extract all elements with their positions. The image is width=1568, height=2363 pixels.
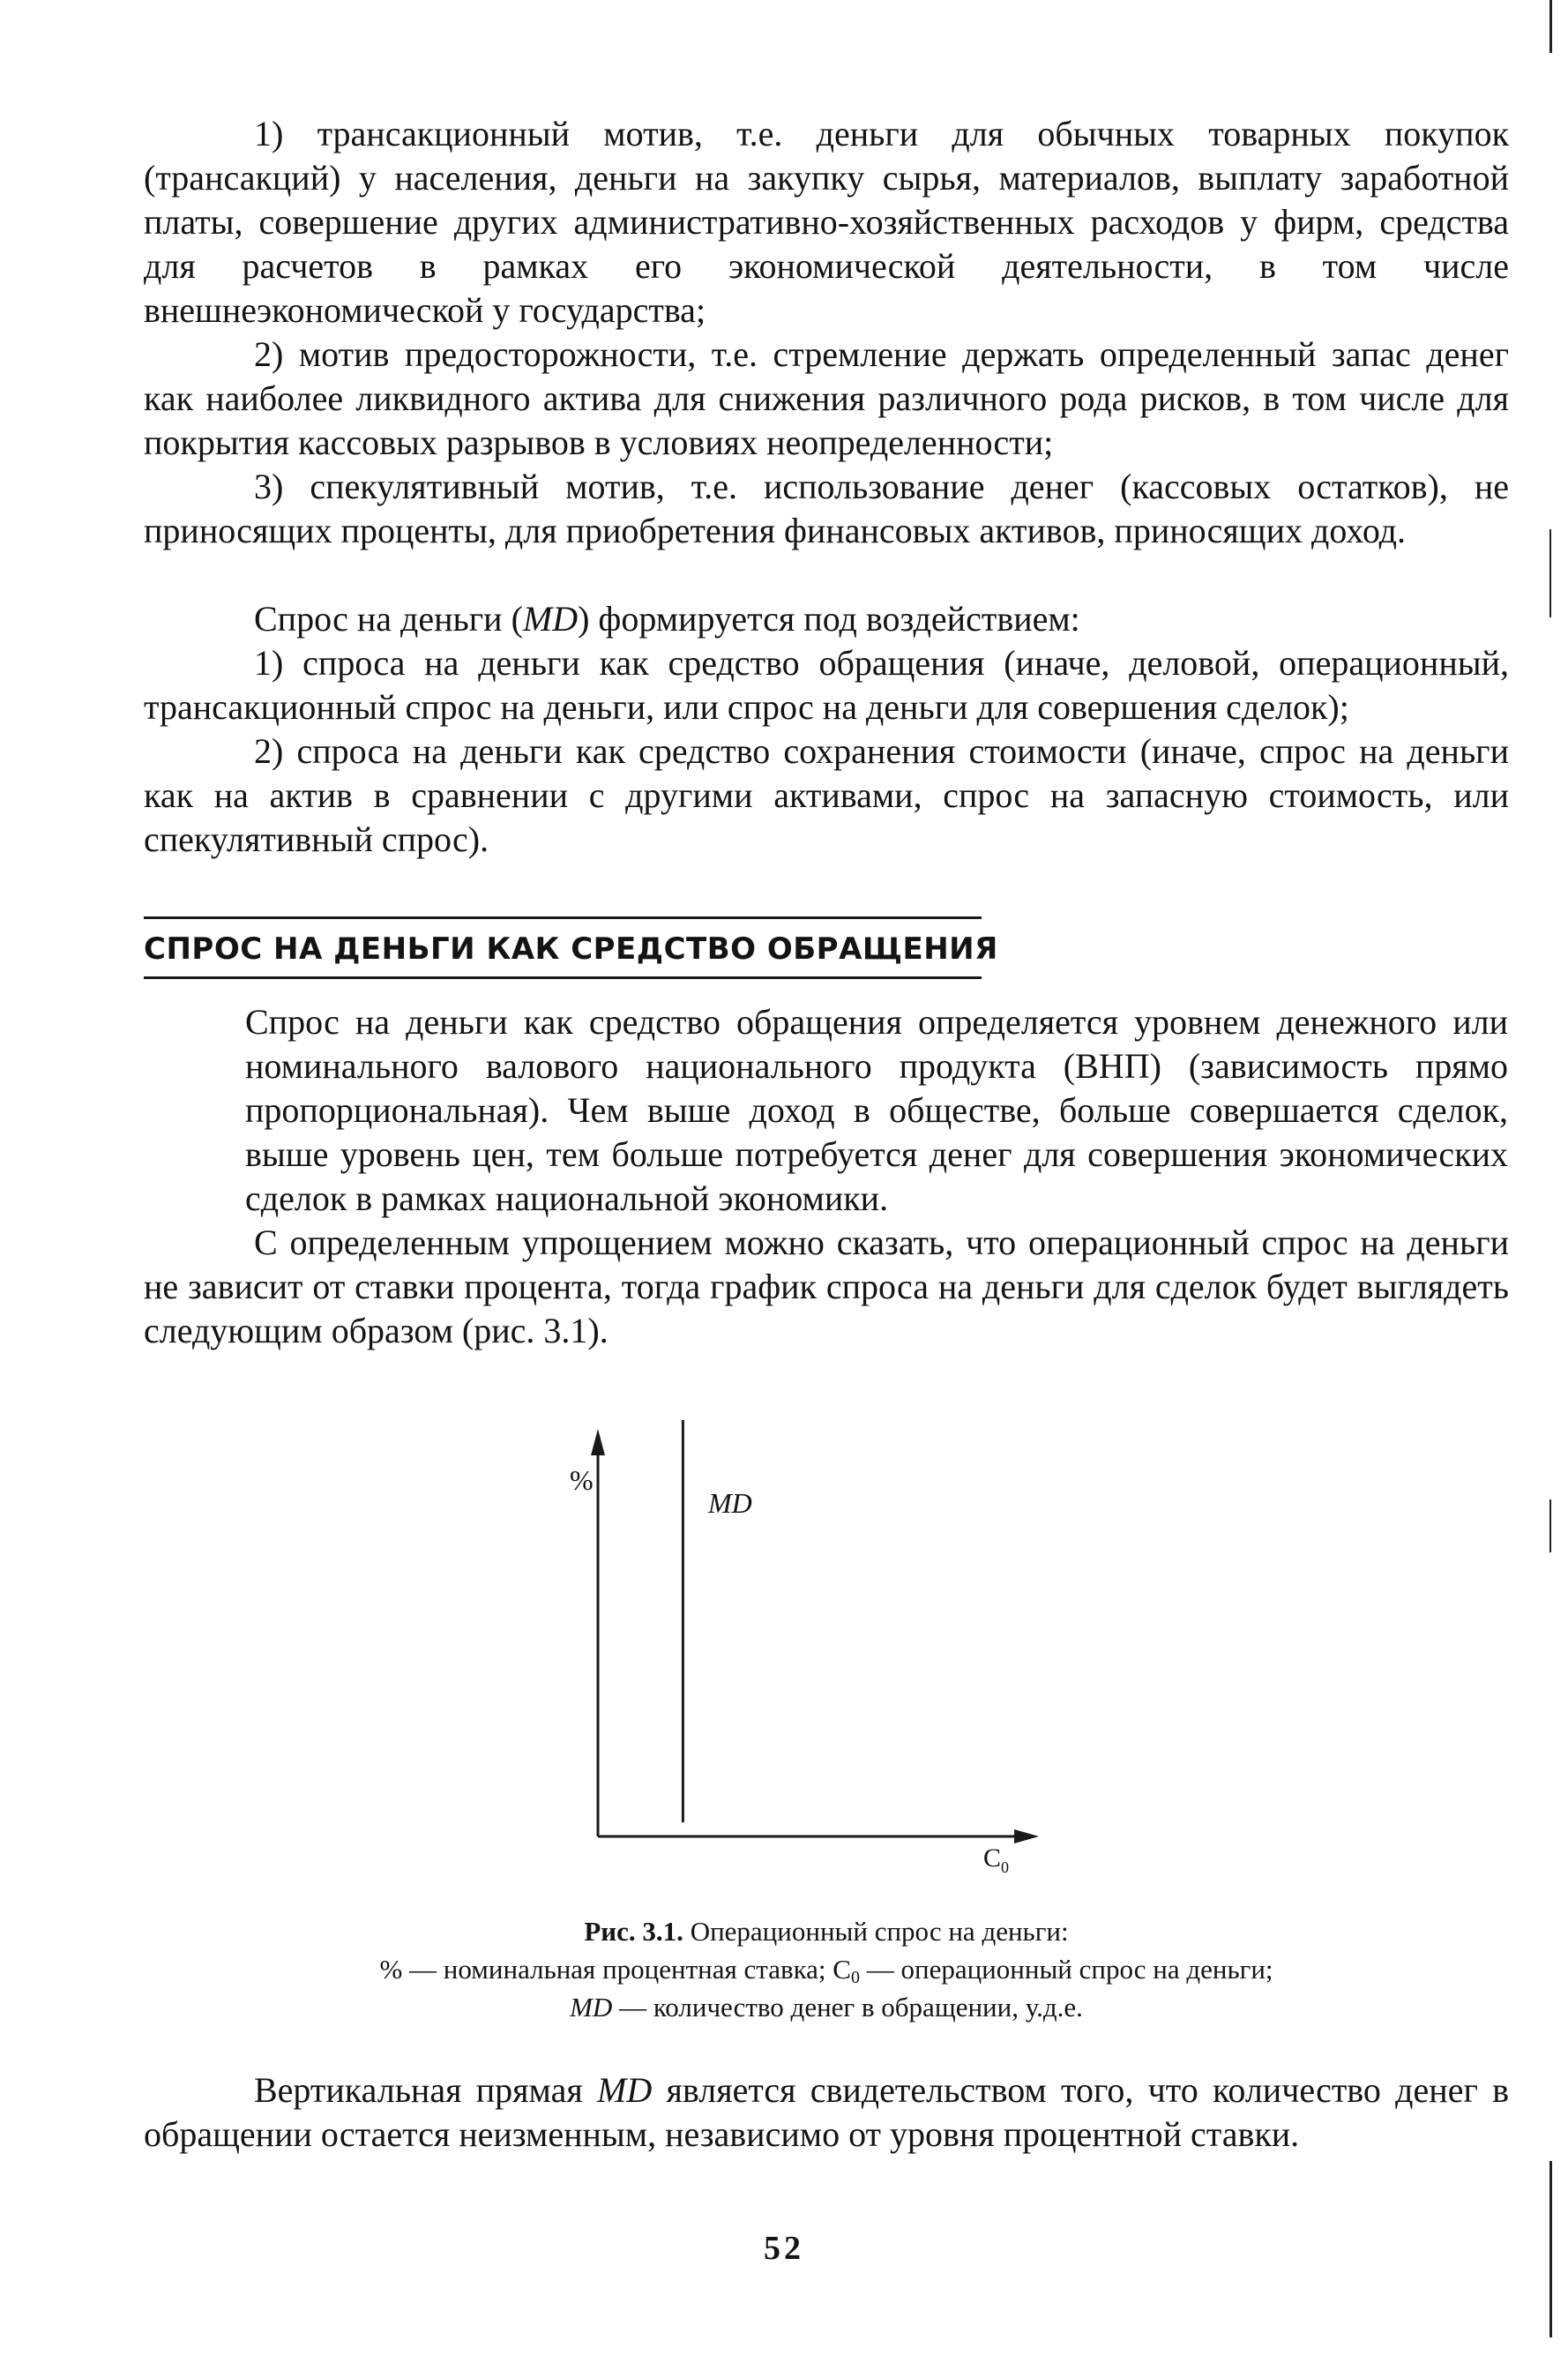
heading-rule-bottom	[144, 976, 982, 979]
figure-caption-legend-1: % — номинальная процентная ставка; $C_0$ — операционный спрос на деньги;	[379, 1954, 1273, 1987]
paragraph-vertical-md-conclusion: Вертикальная прямая MD является свидетельством того, что количество денег в обращении остается неизменным, независимо от уровня процентной ставки.	[144, 2070, 1509, 2154]
scan-edge-mark	[1549, 2161, 1552, 2337]
paragraph-md-formation: Спрос на деньги (MD) формируется под воздействием:	[254, 599, 1080, 639]
x-axis-label: $C_0$	[983, 1843, 1010, 1876]
paragraph-precaution-motive: 2) мотив предосторожности, т.е. стремление держать определенный запас денег как наиболее ликвидного актива для снижения различного рода рисков, в том числе для покрытия кассовых разрывов в условиях неопределенности;	[144, 334, 1509, 462]
heading-rule-top	[144, 916, 982, 919]
scan-edge-mark	[1549, 0, 1552, 53]
y-axis-arrowhead	[591, 1429, 605, 1455]
figure-caption-legend-2: MD — количество денег в обращении, у.д.е.	[570, 1992, 1083, 2023]
scan-edge-mark	[1549, 1499, 1551, 1552]
paragraph-transaction-motive: 1) трансакционный мотив, т.е. деньги для обычных товарных покупок (трансакций) у населения, деньги на закупку сырья, материалов, выплату заработной платы, совершение других административно-хозяйственных расходов у фирм, средства для расчетов в рамках его экономической деятельности, в том числе внешнеэкономической у государства;	[144, 114, 1509, 330]
paragraph-speculative-motive: 3) спекулятивный мотив, т.е. использование денег (кассовых остатков), не приносящих проценты, для приобретения финансовых активов, приносящих доход.	[144, 467, 1509, 550]
figure-caption-title: Рис. 3.1. Операционный спрос на деньги:	[584, 1916, 1069, 1947]
md-line-label: MD	[708, 1487, 752, 1519]
chart-canvas	[529, 1411, 1058, 1888]
y-axis-label: %	[570, 1464, 594, 1496]
x-axis-arrowhead	[1014, 1829, 1039, 1843]
section-heading: СПРОС НА ДЕНЬГИ КАК СРЕДСТВО ОБРАЩЕНИЯ	[144, 931, 998, 967]
paragraph-demand-determinants: Спрос на деньги как средство обращения определяется уровнем денежного или номинального валового национального продукта (ВНП) (зависимость прямо пропорциональная). Чем выше доход в обществе, больше совершается сделок, выше уровень цен, тем больше потребуется денег для совершения экономических сделок в рамках национальной экономики.	[245, 1002, 1508, 1218]
paragraph-medium-of-exchange-demand: 1) спроса на деньги как средство обращения (иначе, деловой, операционный, трансакционный спрос на деньги, или спрос на деньги для совершения сделок);	[144, 643, 1509, 727]
paragraph-store-of-value-demand: 2) спроса на деньги как средство сохранения стоимости (иначе, спрос на деньги как на актив в сравнении с другими активами, спрос на запасную стоимость, или спекулятивный спрос).	[144, 731, 1509, 859]
paragraph-rate-independence: С определенным упрощением можно сказать, что операционный спрос на деньги не зависит от ставки процента, тогда график спроса на деньги для сделок будет выглядеть следующим образом (рис. 3.1).	[144, 1223, 1509, 1350]
page-number: 52	[764, 2230, 804, 2267]
scan-edge-mark	[1549, 529, 1551, 617]
figure-operational-money-demand	[529, 1411, 1058, 1888]
